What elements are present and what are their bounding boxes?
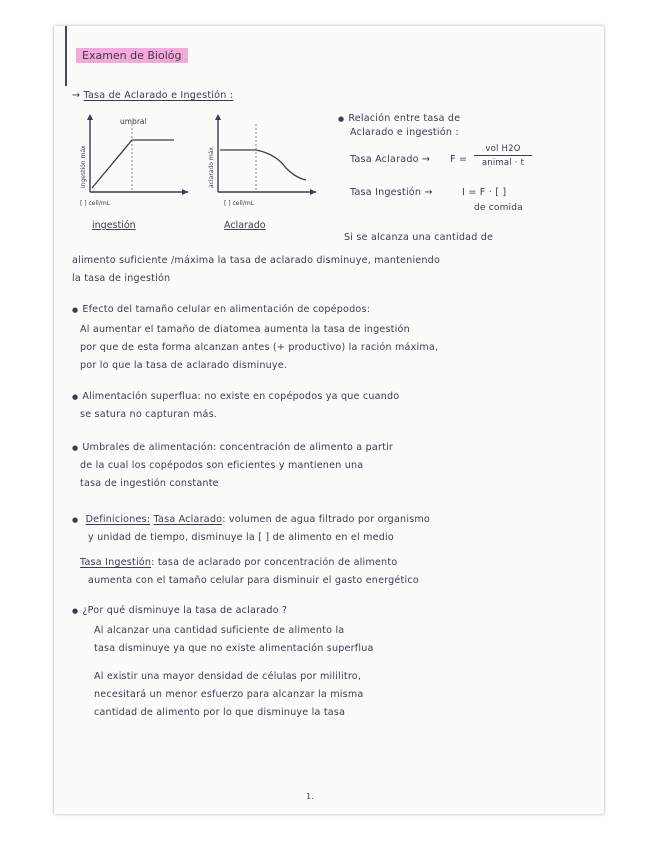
intro-line-2: alimento suficiente /máxima la tasa de aclarado disminuye, manteniendo [72,255,441,266]
ingestion-x-arrow [182,189,188,195]
page-number: 1. [306,792,314,801]
ingestion-y-arrow [87,114,93,120]
clearance-x-arrow [310,189,316,195]
section-superfluous-line: se satura no capturan más. [80,409,218,420]
definitions-label: Definiciones: [85,514,151,525]
arrow-icon: → [72,90,81,101]
clearance-formula: F = [450,154,468,165]
notebook-page [54,26,604,814]
clearance-caption: Aclarado [224,220,266,231]
definition-ingestion-line-2: aumenta con el tamaño celular para disminuir el gasto energético [88,575,419,586]
ingestion-graph [76,112,196,242]
section-thresholds-title: ● Umbrales de alimentación: concentración de alimento a partir [72,441,393,455]
section-superfluous-title: ● Alimentación superflua: no existe en copépodos ya que cuando [72,390,399,404]
clearance-x-label: [ ] cell/mL [224,200,255,207]
definition-ingestion-text: : tasa de aclarado por concentración de alimento [151,557,398,568]
definition-term-clearance: Tasa Aclarado [153,514,223,525]
ingestion-curve [92,140,174,188]
section-cell-size-line: Al aumentar el tamaño de diatomea aumenta la tasa de ingestión [80,324,410,335]
ingestion-rate-label: Tasa Ingestión → [350,187,433,198]
ingestion-y-label: ingestión máx [80,145,87,188]
section-heading [72,89,233,102]
section-cell-size-line: por que de esta forma alcanzan antes (+ productivo) la ración máxima, [80,342,439,353]
answer-line: tasa disminuye ya que no existe alimentación superflua [94,643,374,654]
ingestion-caption: ingestión [92,220,136,231]
section-thresholds-line: tasa de ingestión constante [80,478,219,489]
clearance-denominator: animal · t [481,158,525,168]
section-cell-size-line: por lo que la tasa de aclarado disminuye. [80,360,288,371]
relation-line-1: ● Relación entre tasa de [338,112,460,126]
definitions-block [72,513,430,527]
clearance-rate-label: Tasa Aclarado → [350,154,431,165]
intro-line-1: Si se alcanza una cantidad de [344,232,494,243]
margin-line [65,26,67,86]
ingestion-formula: I = F · [ ] [462,187,507,198]
clearance-y-arrow [215,114,221,120]
page-title: Examen de Biológ [76,48,188,63]
answer-line: necesitará un menor esfuerzo para alcanzar la misma [94,689,364,700]
ingestion-threshold-label: umbral [120,117,147,126]
ingestion-x-label: [ ] cell/mL [80,200,111,207]
answer-line: cantidad de alimento por lo que disminuye la tasa [94,707,346,718]
ingestion-formula-note: de comida [474,203,523,213]
definition-term-ingestion: Tasa Ingestión [80,557,152,568]
clearance-y-label: aclarado máx [208,147,215,188]
question-title: ● ¿Por qué disminuye la tasa de aclarado ? [72,604,287,618]
definition-clearance-text: : volumen de agua filtrado por organismo [222,514,431,525]
clearance-numerator: vol H2O [474,143,532,156]
clearance-curve [220,150,306,180]
answer-line: Al existir una mayor densidad de células por mililitro, [94,671,362,682]
answer-line: Al alcanzar una cantidad suficiente de alimento la [94,625,345,636]
definition-ingestion-block [80,556,397,569]
section-cell-size-title: ● Efecto del tamaño celular en alimentación de copépodos: [72,303,370,317]
section-thresholds-line: de la cual los copépodos son eficientes y mantienen una [80,460,364,471]
clearance-graph [204,112,324,242]
relation-line-2: Aclarado e ingestión : [350,127,459,138]
heading-text: Tasa de Aclarado e Ingestión : [83,90,234,101]
intro-line-3: la tasa de ingestión [72,273,171,284]
definition-clearance-line-2: y unidad de tiempo, disminuye la [ ] de alimento en el medio [88,532,394,543]
